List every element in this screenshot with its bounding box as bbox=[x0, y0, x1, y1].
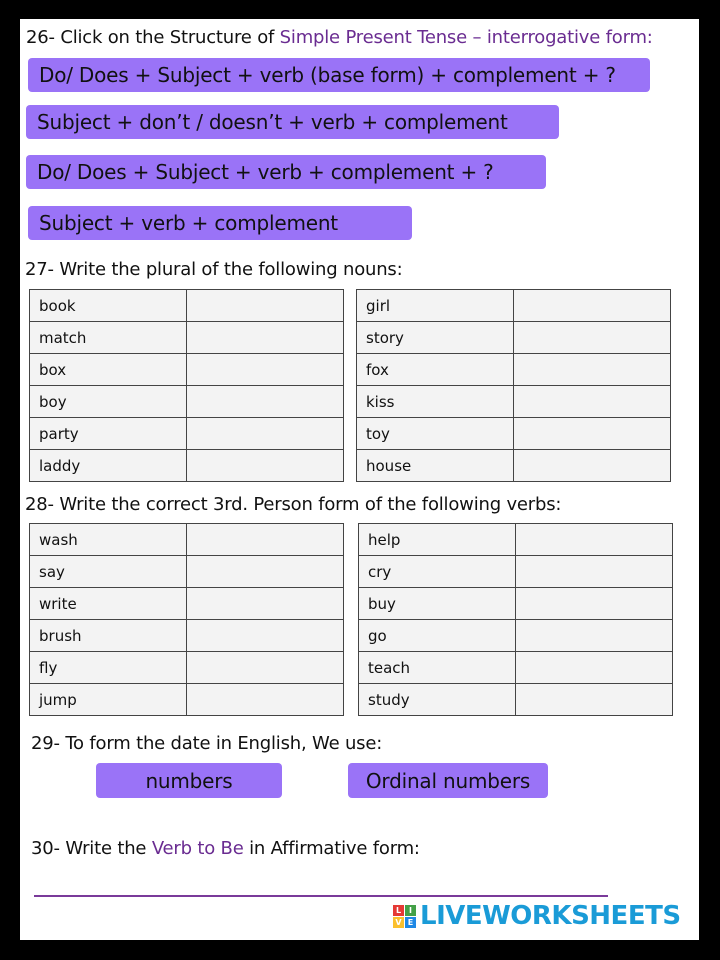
q30-answer-input[interactable] bbox=[34, 871, 612, 897]
q28-left-table bbox=[29, 523, 344, 716]
verb-word: buy bbox=[359, 588, 516, 620]
table-row bbox=[30, 386, 344, 418]
verb-word: wash bbox=[30, 524, 187, 556]
verb-answer-input[interactable] bbox=[516, 652, 676, 683]
verb-answer-input[interactable] bbox=[187, 524, 347, 555]
noun-answer-cell bbox=[187, 290, 344, 322]
logo-letter: I bbox=[405, 905, 416, 916]
q26-option-2[interactable]: Subject + don’t / doesn’t + verb + complement bbox=[26, 105, 559, 139]
table-row bbox=[357, 450, 671, 482]
verb-word: go bbox=[359, 620, 516, 652]
verb-answer-cell bbox=[516, 620, 673, 652]
table-row bbox=[359, 524, 673, 556]
question-26 bbox=[26, 27, 653, 48]
verb-word: brush bbox=[30, 620, 187, 652]
verb-answer-input[interactable] bbox=[516, 684, 676, 715]
noun-answer-input[interactable] bbox=[514, 322, 674, 353]
noun-answer-input[interactable] bbox=[187, 322, 347, 353]
noun-word: fox bbox=[357, 354, 514, 386]
brand-text: LIVEWORKSHEETS bbox=[420, 901, 681, 931]
verb-answer-cell bbox=[516, 684, 673, 716]
noun-answer-cell bbox=[514, 290, 671, 322]
noun-word: kiss bbox=[357, 386, 514, 418]
verb-answer-cell bbox=[516, 588, 673, 620]
q29-option-numbers[interactable]: numbers bbox=[96, 763, 282, 798]
verb-answer-input[interactable] bbox=[187, 588, 347, 619]
noun-answer-cell bbox=[514, 322, 671, 354]
question-26-prefix: 26- Click on the Structure of bbox=[26, 27, 280, 48]
verb-answer-cell bbox=[516, 556, 673, 588]
noun-answer-input[interactable] bbox=[187, 386, 347, 417]
noun-word: story bbox=[357, 322, 514, 354]
table-row bbox=[30, 620, 344, 652]
noun-word: toy bbox=[357, 418, 514, 450]
noun-answer-input[interactable] bbox=[514, 450, 674, 481]
verb-answer-cell bbox=[187, 620, 344, 652]
noun-word: match bbox=[30, 322, 187, 354]
noun-answer-cell bbox=[514, 450, 671, 482]
q30-answer-line bbox=[34, 895, 608, 897]
q27-right-table bbox=[356, 289, 671, 482]
verb-answer-input[interactable] bbox=[187, 556, 347, 587]
question-27-title: 27- Write the plural of the following nouns: bbox=[25, 259, 403, 280]
noun-answer-input[interactable] bbox=[187, 418, 347, 449]
logo-letter: L bbox=[393, 905, 404, 916]
table-row bbox=[359, 684, 673, 716]
table-row bbox=[30, 652, 344, 684]
table-row bbox=[359, 556, 673, 588]
table-row bbox=[357, 418, 671, 450]
noun-answer-input[interactable] bbox=[514, 418, 674, 449]
noun-word: box bbox=[30, 354, 187, 386]
table-row bbox=[30, 418, 344, 450]
verb-answer-cell bbox=[187, 556, 344, 588]
noun-answer-input[interactable] bbox=[187, 290, 347, 321]
noun-answer-cell bbox=[187, 354, 344, 386]
noun-word: house bbox=[357, 450, 514, 482]
q26-option-1[interactable]: Do/ Does + Subject + verb (base form) + complement + ? bbox=[28, 58, 650, 92]
table-row bbox=[30, 354, 344, 386]
noun-word: book bbox=[30, 290, 187, 322]
table-row bbox=[357, 290, 671, 322]
question-29-title: 29- To form the date in English, We use: bbox=[31, 733, 383, 754]
verb-answer-cell bbox=[187, 524, 344, 556]
verb-answer-input[interactable] bbox=[516, 556, 676, 587]
table-row bbox=[30, 290, 344, 322]
verb-word: write bbox=[30, 588, 187, 620]
verb-word: teach bbox=[359, 652, 516, 684]
question-30 bbox=[31, 838, 420, 859]
table-row bbox=[30, 588, 344, 620]
table-row bbox=[30, 450, 344, 482]
noun-answer-input[interactable] bbox=[514, 354, 674, 385]
table-row bbox=[359, 588, 673, 620]
table-row bbox=[30, 322, 344, 354]
q27-left-table bbox=[29, 289, 344, 482]
verb-word: fly bbox=[30, 652, 187, 684]
verb-word: say bbox=[30, 556, 187, 588]
noun-answer-input[interactable] bbox=[514, 290, 674, 321]
liveworksheets-logo bbox=[393, 900, 681, 932]
verb-word: help bbox=[359, 524, 516, 556]
table-row bbox=[357, 386, 671, 418]
question-30-prefix: 30- Write the bbox=[31, 838, 152, 859]
noun-answer-cell bbox=[187, 322, 344, 354]
noun-answer-input[interactable] bbox=[187, 354, 347, 385]
table-row bbox=[359, 652, 673, 684]
noun-answer-cell bbox=[514, 418, 671, 450]
noun-answer-cell bbox=[187, 418, 344, 450]
verb-answer-cell bbox=[187, 652, 344, 684]
logo-grid-icon bbox=[393, 905, 416, 928]
verb-answer-input[interactable] bbox=[516, 524, 676, 555]
verb-answer-cell bbox=[516, 652, 673, 684]
noun-word: laddy bbox=[30, 450, 187, 482]
noun-answer-cell bbox=[187, 386, 344, 418]
noun-answer-cell bbox=[187, 450, 344, 482]
verb-answer-cell bbox=[516, 524, 673, 556]
table-row bbox=[357, 322, 671, 354]
logo-letter: E bbox=[405, 917, 416, 928]
noun-answer-cell bbox=[514, 354, 671, 386]
table-row bbox=[357, 354, 671, 386]
table-row bbox=[30, 684, 344, 716]
noun-answer-input[interactable] bbox=[187, 450, 347, 481]
logo-letter: V bbox=[393, 917, 404, 928]
question-30-suffix: in Affirmative form: bbox=[243, 838, 420, 859]
verb-answer-input[interactable] bbox=[516, 620, 676, 651]
q29-option-ordinal-numbers[interactable]: Ordinal numbers bbox=[348, 763, 548, 798]
noun-answer-input[interactable] bbox=[514, 386, 674, 417]
noun-word: party bbox=[30, 418, 187, 450]
question-26-highlight: Simple Present Tense – interrogative form: bbox=[279, 27, 653, 48]
verb-answer-cell bbox=[187, 684, 344, 716]
noun-word: boy bbox=[30, 386, 187, 418]
table-row bbox=[30, 524, 344, 556]
question-28-title: 28- Write the correct 3rd. Person form of the following verbs: bbox=[25, 494, 562, 515]
verb-word: jump bbox=[30, 684, 187, 716]
verb-answer-input[interactable] bbox=[187, 684, 347, 715]
q26-option-4[interactable]: Subject + verb + complement bbox=[28, 206, 412, 240]
q28-right-table bbox=[358, 523, 673, 716]
verb-answer-input[interactable] bbox=[187, 652, 347, 683]
noun-answer-cell bbox=[514, 386, 671, 418]
table-row bbox=[359, 620, 673, 652]
worksheet-page bbox=[20, 19, 699, 940]
verb-answer-input[interactable] bbox=[187, 620, 347, 651]
question-30-highlight: Verb to Be bbox=[151, 838, 244, 859]
verb-answer-input[interactable] bbox=[516, 588, 676, 619]
noun-word: girl bbox=[357, 290, 514, 322]
verb-word: study bbox=[359, 684, 516, 716]
verb-word: cry bbox=[359, 556, 516, 588]
table-row bbox=[30, 556, 344, 588]
q26-option-3[interactable]: Do/ Does + Subject + verb + complement + ? bbox=[26, 155, 546, 189]
verb-answer-cell bbox=[187, 588, 344, 620]
